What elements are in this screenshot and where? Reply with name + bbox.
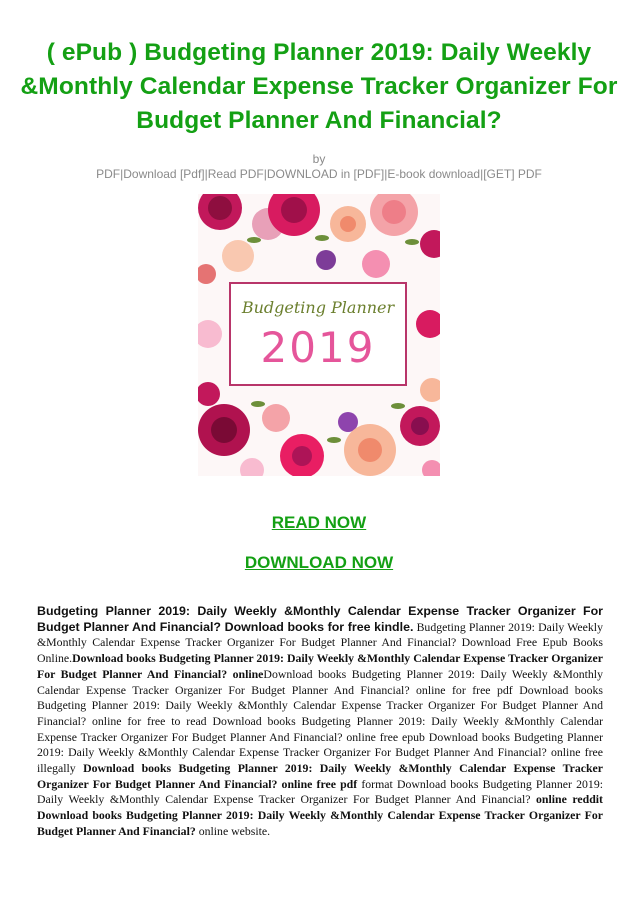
description-text-4: online website. — [195, 823, 271, 838]
read-now-link-row — [0, 513, 638, 533]
description-text-2: Download books Budgeting Planner 2019: Daily Weekly &Monthly Calendar Expense Tracker Organizer For Budget Planner And Financial? online for free pdf Download books Budgeting Planner 2019: Daily Weekly &Monthly Calendar Expense Tracker Organizer For Budget Planner And Financial? online for free to read Download books Budgeting Planner 2019: Daily Weekly &Monthly Calendar Expense Tracker Organizer For Budget Planner And Financial? online free epub Download books Budgeting Planner 2019: Daily Weekly &Monthly Calendar Expense Tracker Organizer For Budget Planner And Financial? online free illegally — [37, 666, 603, 776]
description-text-3: format Download books Budgeting Planner 2019: Daily Weekly &Monthly Calendar Expense Tracker Organizer For Budget Planner And Financial? — [37, 776, 603, 807]
download-now-link-row — [0, 553, 638, 573]
cover-year: 2019 — [260, 323, 376, 372]
cover-title-frame — [229, 282, 407, 386]
description-bold-3: online reddit Download books Budgeting Planner 2019: Daily Weekly &Monthly Calendar Expense Tracker Organizer For Budget Planner And Financial? — [37, 792, 603, 838]
description-paragraph — [37, 604, 603, 840]
read-now-link[interactable]: READ NOW — [271, 513, 367, 532]
description-lead: Budgeting Planner 2019: Daily Weekly &Monthly Calendar Expense Tracker Organizer For Budget Planner And Financial? Download books for free kindle. — [37, 604, 603, 634]
cover-heading: Budgeting Planner — [241, 298, 395, 317]
page-title: ( ePub ) Budgeting Planner 2019: Daily Weekly &Monthly Calendar Expense Tracker Organizer For Budget Planner And Financial? — [20, 39, 618, 134]
book-cover-image — [198, 194, 440, 476]
description-bold-2: Download books Budgeting Planner 2019: Daily Weekly &Monthly Calendar Expense Tracker Organizer For Budget Planner And Financial? online free pdf — [37, 761, 603, 791]
byline: by — [312, 152, 326, 166]
description-bold-1: Download books Budgeting Planner 2019: Daily Weekly &Monthly Calendar Expense Tracker Organizer For Budget Planner And Financial? online — [37, 651, 603, 681]
download-now-link[interactable]: DOWNLOAD NOW — [244, 553, 394, 572]
format-list: PDF|Download [Pdf]|Read PDF|DOWNLOAD in [PDF]|E-book download|[GET] PDF — [96, 167, 542, 181]
description-text-1: Budgeting Planner 2019: Daily Weekly &Monthly Calendar Expense Tracker Organizer For Budget Planner And Financial? Download Free Epub Books Online. — [37, 619, 603, 666]
